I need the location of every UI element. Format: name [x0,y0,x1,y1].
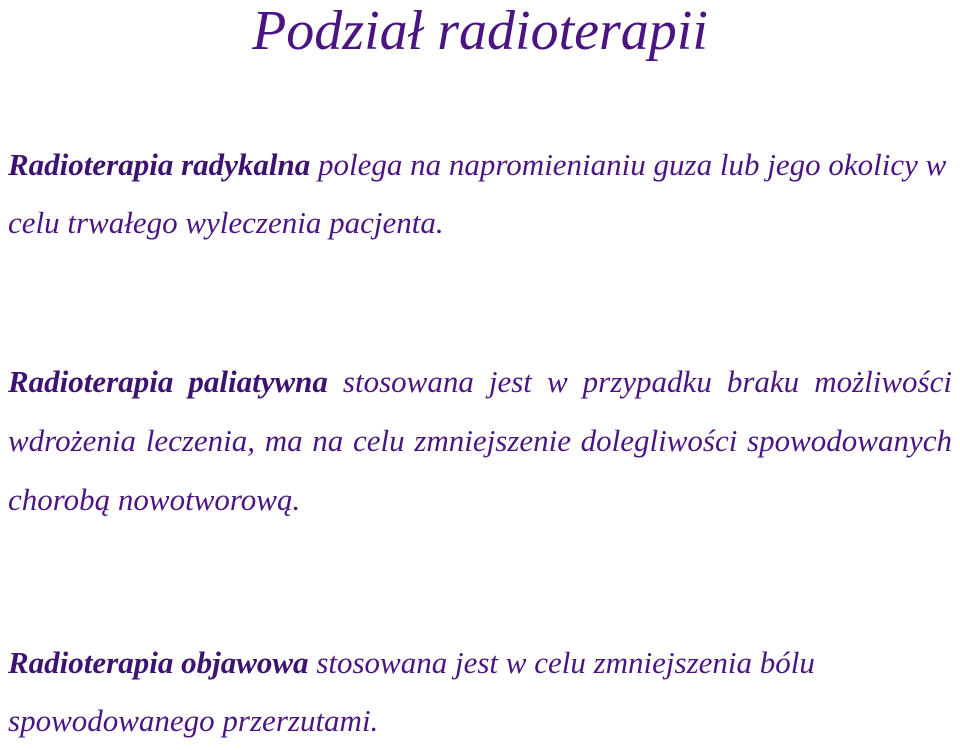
section-radical [8,136,952,252]
section-term: Radioterapia paliatywna [8,364,328,399]
section-term: Radioterapia radykalna [8,147,311,182]
section-text: stosowana jest w celu zmniejszenia bólu spowodowanego przerzutami. [8,645,815,738]
section-palliative [8,352,952,529]
section-symptomatic [8,634,952,750]
section-term: Radioterapia objawowa [8,645,309,680]
section-text: polega na napromienianiu guza lub jego okolicy w celu trwałego wyleczenia pacjenta. [8,147,947,240]
section-text: stosowana jest w przypadku braku możliwości wdrożenia leczenia, ma na celu zmniejszenie dolegliwości spowodowanych chorobą nowotworową. [8,364,952,517]
page-title: Podział radioterapii [252,0,708,62]
